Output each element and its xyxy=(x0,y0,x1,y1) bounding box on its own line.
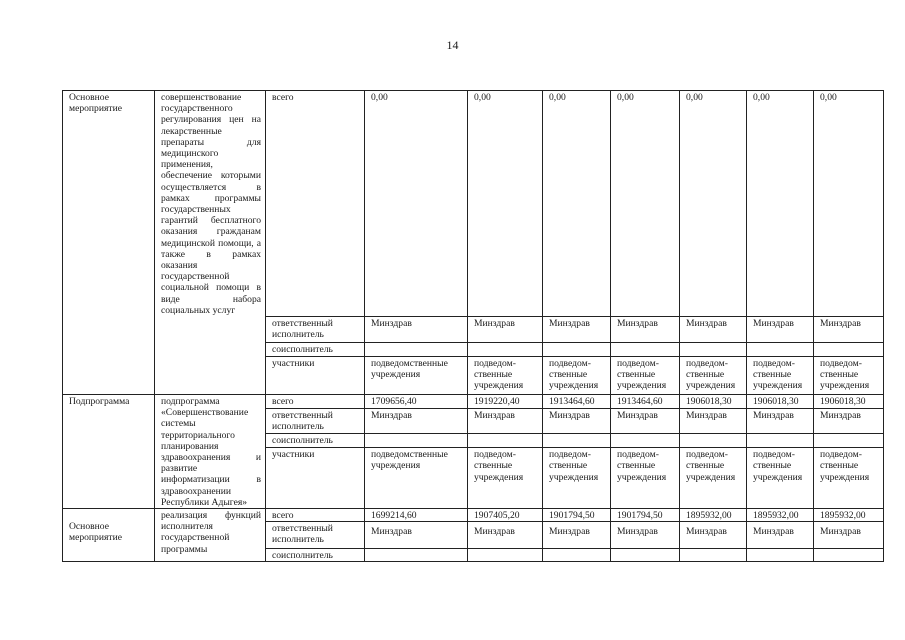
value-cell: подведом-ственные учреждения xyxy=(611,357,680,395)
value-cell: подведом-ственные учреждения xyxy=(543,357,611,395)
value-cell xyxy=(611,343,680,357)
value-cell: Минздрав xyxy=(468,408,543,433)
value-cell: подведомственные учреждения xyxy=(365,448,468,509)
value-cell: Минздрав xyxy=(543,317,611,343)
value-cell: 1709656,40 xyxy=(365,395,468,409)
row-label-responsible: ответственный исполнитель xyxy=(266,408,365,433)
value-cell: 1906018,30 xyxy=(680,395,747,409)
table-row xyxy=(63,91,884,317)
value-cell xyxy=(543,343,611,357)
value-cell: 1895932,00 xyxy=(747,509,814,522)
value-cell: 1913464,60 xyxy=(543,395,611,409)
value-cell: Минздрав xyxy=(365,522,468,549)
value-cell xyxy=(814,433,884,447)
row-label-responsible: ответственный исполнитель xyxy=(266,522,365,549)
value-cell: Минздрав xyxy=(365,317,468,343)
event-type-cell: Подпрограмма xyxy=(63,395,155,509)
value-cell: 1919220,40 xyxy=(468,395,543,409)
value-cell: 0,00 xyxy=(814,91,884,317)
event-type-cell: Основное мероприятие xyxy=(63,509,155,562)
value-cell: Минздрав xyxy=(680,522,747,549)
value-cell: Минздрав xyxy=(747,317,814,343)
value-cell: Минздрав xyxy=(814,317,884,343)
value-cell: 1699214,60 xyxy=(365,509,468,522)
value-cell xyxy=(680,433,747,447)
value-cell: подведом-ственные учреждения xyxy=(468,357,543,395)
value-cell: Минздрав xyxy=(680,317,747,343)
row-label-coexecutor: соисполнитель xyxy=(266,343,365,357)
value-cell: 0,00 xyxy=(365,91,468,317)
value-cell: 0,00 xyxy=(468,91,543,317)
row-label-participants: участники xyxy=(266,448,365,509)
event-name-cell: совершенствование государственного регулирования цен на лекарственные препараты для медицинского применения, обеспечение которыми осуществляется в рамках программы государственных гарантий бесплатного оказания гражданам медицинской помощи, а также в рамках оказания государственной социальной помощи в виде набора социальных услуг xyxy=(155,91,266,395)
row-label-total: всего xyxy=(266,509,365,522)
value-cell xyxy=(747,433,814,447)
value-cell xyxy=(365,343,468,357)
value-cell xyxy=(611,549,680,562)
value-cell: подведом-ственные учреждения xyxy=(543,448,611,509)
value-cell: Минздрав xyxy=(468,522,543,549)
value-cell: подведом-ственные учреждения xyxy=(680,448,747,509)
value-cell xyxy=(814,343,884,357)
value-cell: 1901794,50 xyxy=(611,509,680,522)
page-number: 14 xyxy=(446,38,459,52)
value-cell: Минздрав xyxy=(543,408,611,433)
row-label-participants: участники xyxy=(266,357,365,395)
value-cell xyxy=(468,343,543,357)
value-cell: подведом-ственные учреждения xyxy=(814,448,884,509)
table-row xyxy=(63,509,884,522)
value-cell: Минздрав xyxy=(747,408,814,433)
value-cell: Минздрав xyxy=(365,408,468,433)
value-cell: 0,00 xyxy=(680,91,747,317)
value-cell: 0,00 xyxy=(611,91,680,317)
value-cell xyxy=(365,433,468,447)
value-cell: 1895932,00 xyxy=(814,509,884,522)
value-cell: 1895932,00 xyxy=(680,509,747,522)
value-cell: подведом-ственные учреждения xyxy=(814,357,884,395)
value-cell: 1913464,60 xyxy=(611,395,680,409)
value-cell xyxy=(468,549,543,562)
value-cell: подведомственные учреждения xyxy=(365,357,468,395)
row-label-total: всего xyxy=(266,395,365,409)
value-cell xyxy=(611,433,680,447)
value-cell: Минздрав xyxy=(814,522,884,549)
value-cell xyxy=(680,549,747,562)
value-cell: Минздрав xyxy=(814,408,884,433)
value-cell: Минздрав xyxy=(747,522,814,549)
value-cell xyxy=(543,433,611,447)
value-cell: подведом-ственные учреждения xyxy=(611,448,680,509)
value-cell: Минздрав xyxy=(611,522,680,549)
row-label-coexecutor: соисполнитель xyxy=(266,433,365,447)
value-cell: Минздрав xyxy=(611,317,680,343)
value-cell xyxy=(747,343,814,357)
value-cell: 0,00 xyxy=(747,91,814,317)
value-cell: подведом-ственные учреждения xyxy=(747,448,814,509)
value-cell: подведом-ственные учреждения xyxy=(747,357,814,395)
value-cell xyxy=(747,549,814,562)
value-cell: Минздрав xyxy=(611,408,680,433)
table-row xyxy=(63,395,884,409)
row-label-coexecutor: соисполнитель xyxy=(266,549,365,562)
event-name-cell: подпрограмма «Совершенствование системы территориального планирования здравоохранения и развитие информатизации в здравоохранении Республики Адыгея» xyxy=(155,395,266,509)
value-cell: подведом-ственные учреждения xyxy=(680,357,747,395)
value-cell xyxy=(468,433,543,447)
value-cell: 1907405,20 xyxy=(468,509,543,522)
event-name-cell: реализация функций исполнителя государственной программы xyxy=(155,509,266,562)
event-type-cell: Основное мероприятие xyxy=(63,91,155,395)
value-cell xyxy=(680,343,747,357)
row-label-responsible: ответственный исполнитель xyxy=(266,317,365,343)
value-cell: Минздрав xyxy=(468,317,543,343)
value-cell: подведом-ственные учреждения xyxy=(468,448,543,509)
value-cell: 0,00 xyxy=(543,91,611,317)
value-cell: 1906018,30 xyxy=(814,395,884,409)
resource-table xyxy=(62,90,884,562)
value-cell: 1906018,30 xyxy=(747,395,814,409)
value-cell xyxy=(365,549,468,562)
value-cell xyxy=(543,549,611,562)
value-cell: 1901794,50 xyxy=(543,509,611,522)
value-cell: Минздрав xyxy=(680,408,747,433)
value-cell: Минздрав xyxy=(543,522,611,549)
value-cell xyxy=(814,549,884,562)
row-label-total: всего xyxy=(266,91,365,317)
